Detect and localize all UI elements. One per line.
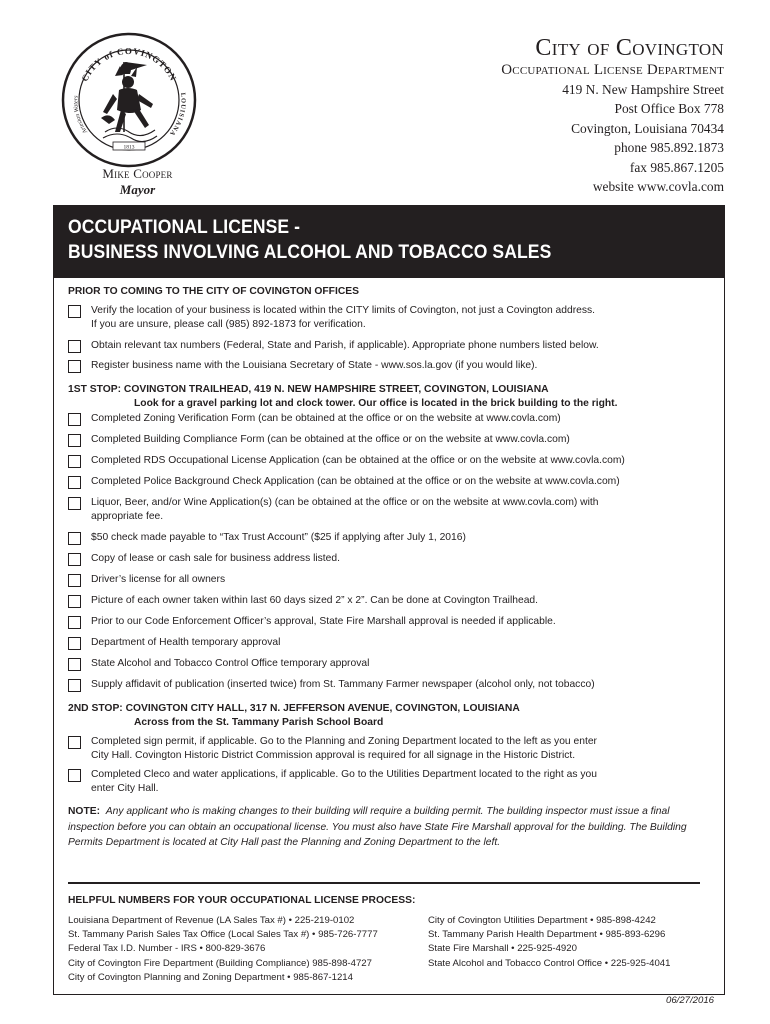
checkbox[interactable] [68,553,81,566]
banner-title-line1: OCCUPATIONAL LICENSE - [68,216,301,238]
checklist-item-text: Completed Cleco and water applications, if applicable. Go to the Utilities Department located to the right as you [91,769,597,780]
checklist-item-text: Prior to our Code Enforcement Officer’s approval, State Fire Marshall approval is needed if applicable. [91,616,556,627]
checklist-item [68,454,708,468]
checklist-item-text: Completed Zoning Verification Form (can be obtained at the office or on the website at www.covla.com) [91,413,561,424]
checklist-item-text: Completed sign permit, if applicable. Go to the Planning and Zoning Department located to the left as you enter [91,736,597,747]
checkbox[interactable] [68,340,81,353]
checklist-item [68,573,708,587]
title-banner [54,206,724,278]
address-website: website www.covla.com [592,179,724,195]
address-fax: fax 985.867.1205 [629,159,724,175]
mayor-title: Mayor [119,182,156,197]
mayor-block [60,166,215,198]
checklist-item-text: State Alcohol and Tobacco Control Office temporary approval [91,658,370,669]
phone-entry: St. Tammany Parish Sales Tax Office (Local Sales Tax #) • 985-726-7777 [68,929,378,941]
checkbox[interactable] [68,476,81,489]
stop2-heading: 2ND STOP: COVINGTON CITY HALL, 317 N. JEFFERSON AVENUE, COVINGTON, LOUISIANA [68,703,520,714]
helpful-heading: HELPFUL NUMBERS FOR YOUR OCCUPATIONAL LICENSE PROCESS: [68,895,416,906]
checklist-item [68,433,708,447]
checklist-item [68,304,708,332]
checklist-item-text: Liquor, Beer, and/or Wine Application(s) (can be obtained at the office or on the website at www.covla.com) with [91,497,599,508]
checkbox[interactable] [68,413,81,426]
checklist-item [68,735,708,763]
banner-title-line2: BUSINESS INVOLVING ALCOHOL AND TOBACCO SALES [68,241,552,263]
checkbox[interactable] [68,658,81,671]
note-paragraph [68,804,708,851]
checklist-item [68,594,708,608]
checkbox[interactable] [68,455,81,468]
helpful-right-column [428,914,708,985]
city-seal-logo [61,32,197,168]
checklist-item [68,636,708,650]
checklist-item-text: Register business name with the Louisiana Secretary of State - www.sos.la.gov (if you would like). [91,360,538,371]
phone-entry: State Alcohol and Tobacco Control Office • 225-925-4041 [428,957,671,969]
checklist-item-text: Department of Health temporary approval [91,637,281,648]
checklist-item-text: $50 check made payable to “Tax Trust Account” ($25 if applying after July 1, 2016) [91,532,466,543]
checklist-item-text: Copy of lease or cash sale for business address listed. [91,553,340,564]
address-street: 419 N. New Hampshire Street [562,82,724,97]
checklist-content [68,285,708,851]
checklist-item [68,359,708,373]
phone-entry: City of Covington Utilities Department • 985-898-4242 [428,915,656,926]
address-city-state: Covington, Louisiana 70434 [571,120,724,136]
checkbox[interactable] [68,736,81,749]
stop1-heading: 1ST STOP: COVINGTON TRAILHEAD, 419 N. NEW HAMPSHIRE STREET, COVINGTON, LOUISIANA [68,384,549,395]
checkbox[interactable] [68,305,81,318]
helpful-left-column [68,914,423,985]
seal-right-text: LOUISIANA [167,92,187,138]
helpful-numbers [68,894,708,985]
revision-date: 06/27/2016 [665,995,714,1006]
checkbox[interactable] [68,532,81,545]
checkbox[interactable] [68,637,81,650]
checkbox[interactable] [68,769,81,782]
checklist-item-text-cont: appropriate fee. [91,511,164,522]
checklist-item [68,552,708,566]
checklist-item [68,678,708,692]
checkbox[interactable] [68,434,81,447]
letterhead-address [501,36,724,196]
stop1-subheading: Look for a gravel parking lot and clock tower. Our office is located in the brick building to the right. [134,398,618,409]
address-po-box: Post Office Box 778 [614,101,724,117]
checklist-item [68,412,708,426]
checklist-box [53,205,725,995]
mayor-name: Mike Cooper [102,166,173,181]
phone-entry: St. Tammany Parish Health Department • 985-893-6296 [428,929,666,941]
checklist-item-text: Completed Building Compliance Form (can be obtained at the office or on the website at www.covla.com) [91,434,570,445]
checkbox[interactable] [68,595,81,608]
phone-entry: City of Covington Planning and Zoning Department • 985-867-1214 [68,971,353,983]
phone-entry: Louisiana Department of Revenue (LA Sales Tax #) • 225-219-0102 [68,915,355,926]
checklist-item-text: Completed RDS Occupational License Application (can be obtained at the office or on the website at www.covla.com) [91,455,625,466]
checklist-item [68,615,708,629]
checklist-item [68,768,708,796]
checklist-item [68,531,708,545]
checklist-item-text-cont: City Hall. Covington Historic District Commission approval is required for all signage in the Historic District. [91,750,576,761]
checklist-item-text: Picture of each owner taken within last 60 days sized 2” x 2”. Can be done at Covington Trailhead. [91,595,539,606]
checkbox[interactable] [68,574,81,587]
checklist-item-text: Verify the location of your business is located within the CITY limits of Covington, not just a Covington address. [91,305,596,316]
phone-entry: Federal Tax I.D. Number - IRS • 800-829-3676 [68,943,266,955]
checklist-item [68,339,708,353]
helpful-columns [68,914,708,985]
seal-top-text: CITY of COVINGTON [79,45,179,84]
address-phone: phone 985.892.1873 [614,140,724,156]
checklist-item [68,657,708,671]
seal-year: 1813 [123,144,135,151]
checkbox[interactable] [68,679,81,692]
checklist-item-text-cont: If you are unsure, please call (985) 892-1873 for verification. [91,319,366,330]
city-name: City of Covington [535,35,724,61]
department-name: Occupational License Department [501,62,724,78]
checklist-item-text: Obtain relevant tax numbers (Federal, State and Parish, if applicable). Appropriate phone numbers listed below. [91,340,599,351]
prior-heading: PRIOR TO COMING TO THE CITY OF COVINGTON OFFICES [68,286,360,297]
checklist-item-text-cont: enter City Hall. [91,783,159,794]
note-text: Any applicant who is making changes to their building will require a building permit. The building inspector must issue a final inspection before you can obtain an occupational license. You must also have State Fire Marshall approval for the building. The Building Permits Department is located at City Hall past the Planning and Zoning Department to the left. [68,806,687,848]
phone-entry: State Fire Marshall • 225-925-4920 [428,943,577,955]
phone-entry: City of Covington Fire Department (Building Compliance) 985-898-4727 [68,957,372,969]
checkbox[interactable] [68,616,81,629]
checklist-item-text: Supply affidavit of publication (inserted twice) from St. Tammany Farmer newspaper (alcohol only, not tobacco) [91,679,595,690]
note-label: NOTE: [68,806,101,817]
checklist-item-text: Driver’s license for all owners [91,574,226,585]
checklist-item [68,475,708,489]
section-divider [68,882,700,884]
checklist-item [68,496,708,524]
checkbox[interactable] [68,360,81,373]
checklist-item-text: Completed Police Background Check Application (can be obtained at the office or on the website at www.covla.com) [91,476,620,487]
checkbox[interactable] [68,497,81,510]
stop2-subheading: Across from the St. Tammany Parish School Board [134,717,384,728]
seal-left-text: Artesian Waters [73,95,89,135]
